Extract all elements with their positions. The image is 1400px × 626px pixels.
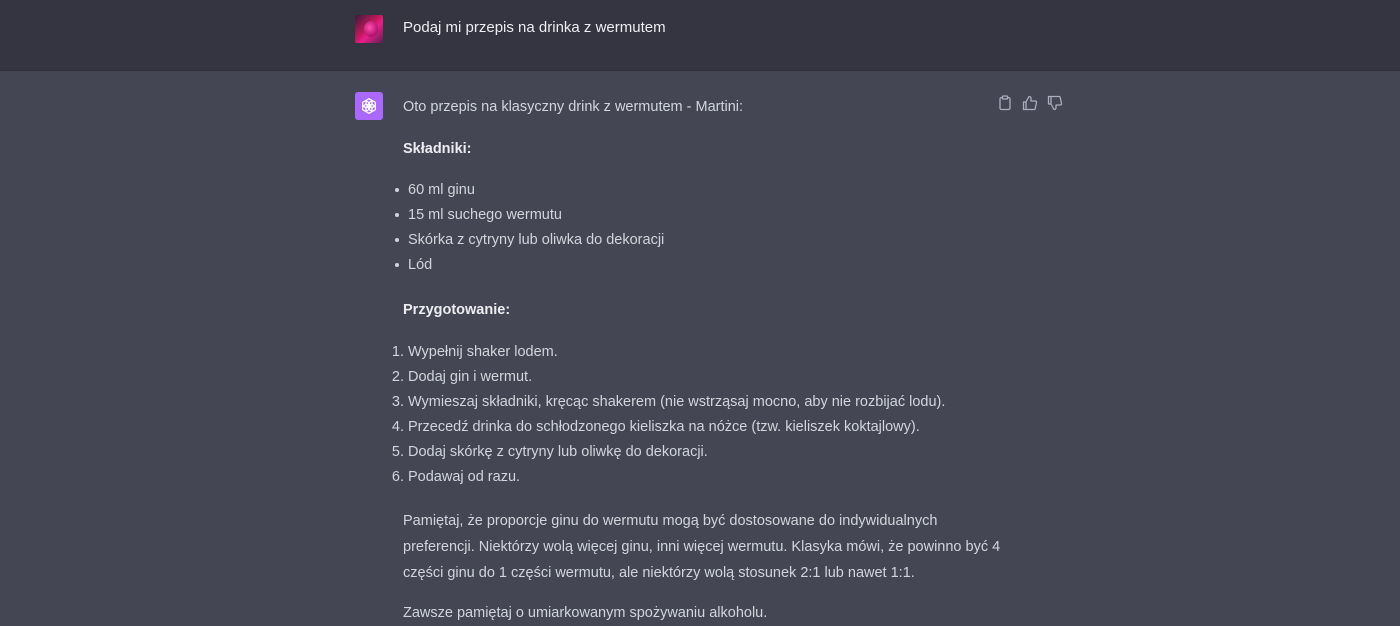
thumbs-down-icon[interactable]: [1047, 95, 1063, 111]
step-text: Wymieszaj składniki, kręcąc shakerem (nie wstrząsaj mocno, aby nie rozbijać lodu).: [408, 394, 946, 410]
thumbs-up-icon[interactable]: [1022, 95, 1038, 111]
list-item: Lód: [403, 253, 664, 278]
user-message-text: Podaj mi przepis na drinka z wermutem: [403, 19, 666, 36]
step-text: Wypełnij shaker lodem.: [408, 344, 558, 360]
steps-list: [391, 340, 946, 490]
ingredients-list: [403, 178, 664, 278]
list-item: [391, 415, 945, 440]
list-item: [391, 440, 945, 465]
list-item: [391, 390, 946, 415]
final-paragraph: Zawsze pamiętaj o umiarkowanym spożywaniu alkoholu.: [403, 605, 768, 621]
step-number: 4.: [391, 419, 404, 435]
step-text: Dodaj gin i wermut.: [408, 369, 533, 385]
openai-logo-icon: [355, 92, 383, 120]
step-text: Dodaj skórkę z cytryny lub oliwkę do dekoracji.: [408, 444, 708, 460]
step-number: 6.: [391, 469, 404, 485]
step-number: 3.: [391, 394, 404, 410]
ingredients-heading: Składniki:: [403, 141, 472, 157]
list-item: [391, 340, 945, 365]
user-avatar: [355, 15, 383, 43]
list-item: 15 ml suchego wermutu: [403, 203, 664, 228]
list-item: 60 ml ginu: [403, 178, 664, 203]
step-text: Przecedź drinka do schłodzonego kieliszka na nóżce (tzw. kieliszek koktajlowy).: [408, 419, 920, 435]
step-number: 1.: [391, 344, 404, 360]
clipboard-icon[interactable]: [997, 95, 1013, 111]
preparation-heading: Przygotowanie:: [403, 302, 511, 318]
list-item: [391, 465, 945, 490]
intro-text: Oto przepis na klasyczny drink z wermutem - Martini:: [403, 99, 744, 115]
assistant-message-row: [0, 71, 1400, 625]
user-message-row: [0, 0, 1400, 71]
step-number: 2.: [391, 369, 404, 385]
step-text: Podawaj od razu.: [408, 469, 521, 485]
list-item: Skórka z cytryny lub oliwka do dekoracji: [403, 228, 664, 253]
message-actions: [997, 95, 1063, 111]
step-number: 5.: [391, 444, 404, 460]
list-item: [391, 365, 945, 390]
note-paragraph: Pamiętaj, że proporcje ginu do wermutu mogą być dostosowane do indywidualnych preferencji. Niektórzy wolą więcej ginu, inni więcej wermutu. Klasyka mówi, że powinno być 4 części ginu do 1 części wermutu, ale niektórzy wolą stosunek 2:1 lub nawet 1:1.: [403, 513, 1001, 581]
